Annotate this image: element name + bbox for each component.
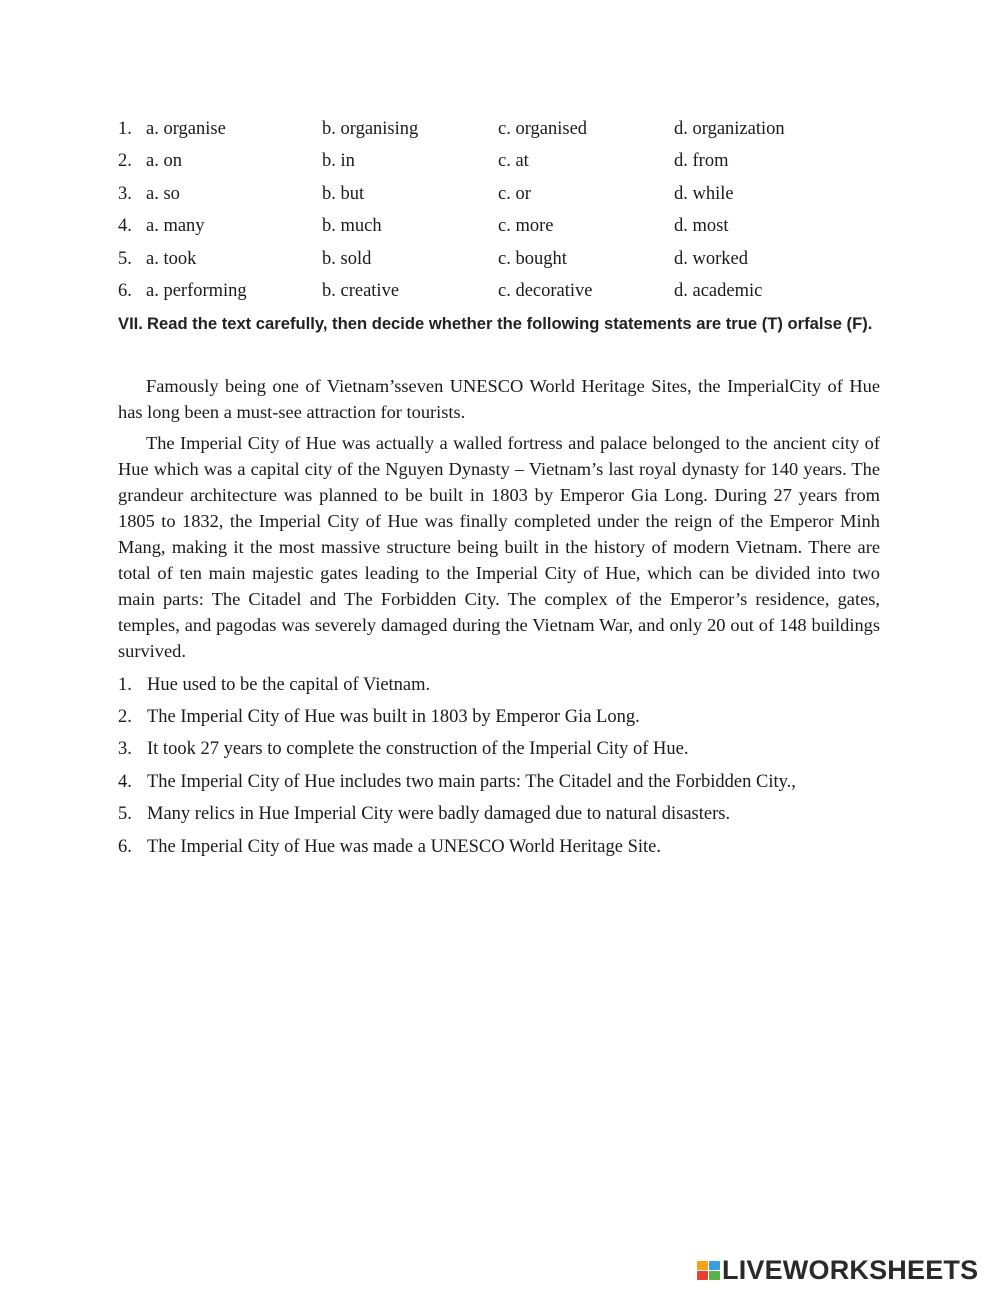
- statement-item: [118, 799, 796, 831]
- brand-icon-tile: [697, 1261, 708, 1270]
- statement-text: Hue used to be the capital of Vietnam.: [147, 674, 431, 695]
- statement-item: [118, 734, 796, 766]
- brand-icon-tile: [709, 1261, 720, 1270]
- liveworksheets-logo: [697, 1255, 978, 1285]
- option-b: b. in: [322, 151, 355, 172]
- mc-row: [118, 113, 850, 146]
- section-instruction: Read the text carefully, then decide whether the following statements are true (T) orfalse (F).: [147, 314, 873, 333]
- option-a: a. so: [146, 183, 180, 204]
- option-b: b. but: [322, 183, 365, 204]
- statement-text: Many relics in Hue Imperial City were badly damaged due to natural disasters.: [147, 804, 731, 825]
- statement-item: [118, 766, 796, 798]
- option-a: a. organise: [146, 118, 226, 139]
- passage-paragraph-1: Famously being one of Vietnam’sseven UNESCO World Heritage Sites, the ImperialCity of Hue has long been a must-see attraction for tourists.: [118, 376, 880, 422]
- brand-name: LIVEWORKSHEETS: [722, 1254, 979, 1285]
- option-b: b. sold: [322, 248, 372, 269]
- statement-number: 3.: [118, 739, 132, 760]
- option-a: a. many: [146, 216, 205, 237]
- option-c: c. organised: [498, 118, 588, 139]
- brand-icon-tile: [709, 1271, 720, 1280]
- statement-text: The Imperial City of Hue was built in 1803 by Emperor Gia Long.: [147, 707, 640, 728]
- option-a: a. took: [146, 248, 197, 269]
- option-d: d. organization: [674, 118, 785, 139]
- statement-text: It took 27 years to complete the construction of the Imperial City of Hue.: [147, 739, 689, 760]
- question-number: 4.: [118, 216, 132, 237]
- brand-icon: [697, 1261, 720, 1280]
- statement-text: The Imperial City of Hue was made a UNESCO World Heritage Site.: [147, 836, 661, 857]
- mc-row: [118, 146, 850, 179]
- option-c: c. at: [498, 151, 529, 172]
- section-number: VII.: [118, 314, 143, 333]
- option-d: d. worked: [674, 248, 748, 269]
- option-c: c. or: [498, 183, 531, 204]
- mc-row: [118, 276, 850, 309]
- mc-row: [118, 178, 850, 211]
- option-c: c. decorative: [498, 281, 593, 302]
- option-a: a. performing: [146, 281, 247, 302]
- option-d: d. most: [674, 216, 729, 237]
- question-number: 6.: [118, 281, 132, 302]
- option-c: c. more: [498, 216, 554, 237]
- statement-number: 2.: [118, 707, 132, 728]
- statement-text: The Imperial City of Hue includes two main parts: The Citadel and the Forbidden City.,: [147, 771, 796, 792]
- option-b: b. organising: [322, 118, 419, 139]
- mc-row: [118, 243, 850, 276]
- option-c: c. bought: [498, 248, 567, 269]
- question-number: 3.: [118, 183, 132, 204]
- option-b: b. creative: [322, 281, 400, 302]
- statement-number: 6.: [118, 836, 132, 857]
- statement-number: 1.: [118, 674, 132, 695]
- option-d: d. academic: [674, 281, 763, 302]
- section-heading: [118, 311, 888, 337]
- question-number: 5.: [118, 248, 132, 269]
- option-d: d. from: [674, 151, 729, 172]
- statement-item: [118, 831, 796, 863]
- question-number: 2.: [118, 151, 132, 172]
- statement-item: [118, 669, 796, 701]
- brand-icon-tile: [697, 1271, 708, 1280]
- statement-number: 5.: [118, 804, 132, 825]
- multiple-choice-table: [118, 113, 850, 308]
- statement-item: [118, 701, 796, 733]
- mc-row: [118, 211, 850, 244]
- question-number: 1.: [118, 118, 132, 139]
- statement-number: 4.: [118, 771, 132, 792]
- option-d: d. while: [674, 183, 734, 204]
- option-a: a. on: [146, 151, 182, 172]
- option-b: b. much: [322, 216, 382, 237]
- passage-paragraph-2: The Imperial City of Hue was actually a walled fortress and palace belonged to the ancient city of Hue which was a capital city of the Nguyen Dynasty – Vietnam’s last royal dynasty for 140 years. The grandeur architecture was planned to be built in 1803 by Emperor Gia Long. During 27 years from 1805 to 1832, the Imperial City of Hue was finally completed under the reign of the Emperor Minh Mang, making it the most massive structure being built in the history of modern Vietnam. There are total of ten main majestic gates leading to the Imperial City of Hue, which can be divided into two main parts: The Citadel and The Forbidden City. The complex of the Emperor’s residence, gates, temples, and pagodas was severely damaged during the Vietnam War, and only 20 out of 148 buildings survived.: [118, 433, 880, 661]
- statements-list: [118, 669, 796, 863]
